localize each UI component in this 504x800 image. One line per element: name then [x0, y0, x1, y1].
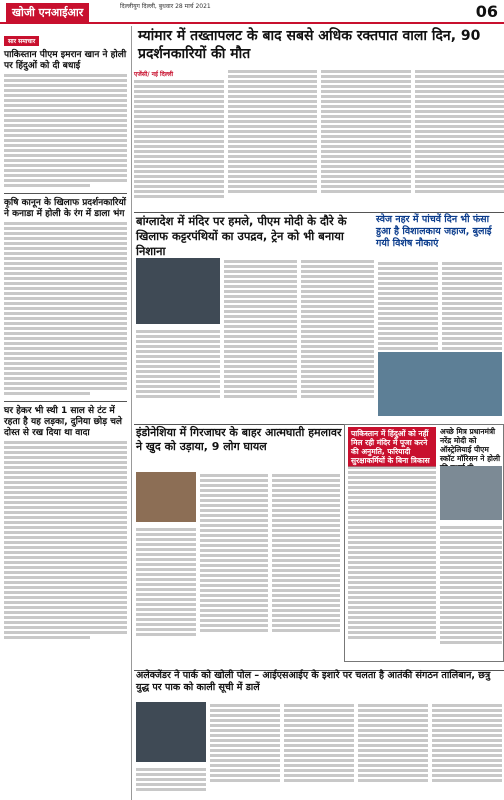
headline-indonesia: इंडोनेशिया में गिरजाघर के बाहर आत्मघाती हमलावर ने खुद को उड़ाया, 9 लोग घायल: [136, 426, 342, 453]
indonesia-photo: [136, 472, 196, 522]
myanmar-story: [134, 68, 504, 206]
byline: एजेंसी/ नई दिल्ली: [134, 71, 174, 78]
bangladesh-story: [224, 258, 374, 418]
section-kicker: सार समाचार: [4, 36, 39, 46]
story1-body: [4, 74, 127, 187]
headline-suez: स्वेज नहर में पांचवें दिन भी फंसा हुआ है विशालकाय जहाज, बुलाई गयी विशेष नौकाएं: [376, 214, 492, 249]
australia-pm-photo: [440, 466, 502, 520]
myanmar-col-4: [415, 68, 504, 206]
page-number: 06: [475, 2, 498, 21]
story2-headline: कृषि कानून के खिलाफ प्रदर्शनकारियों ने कनाडा में होली के रंग में डाला भंग: [4, 198, 127, 219]
masthead: [0, 0, 504, 24]
story3-body: [4, 441, 127, 639]
story2-body: [4, 222, 127, 395]
main-area: [134, 26, 504, 800]
australia-story: [440, 524, 502, 660]
myanmar-col-1: [134, 68, 224, 206]
newspaper-logo: खोजी एनआईआर: [6, 3, 89, 22]
story1-headline: पाकिस्तान पीएम इमरान खान ने होली पर हिंदुओं को दी बधाई: [4, 50, 127, 71]
headline-myanmar: म्यांमार में तख्तापलट के बाद सबसे अधिक रक्तपात वाला दिन, 90 प्रदर्शनकारियों की मौत: [138, 28, 481, 62]
left-column: [0, 26, 132, 800]
taliban-story-lower: [136, 766, 206, 798]
suez-story: [378, 260, 502, 350]
story3-headline: घर हेकर भी स्थी 1 साल से टंट में रहता है यह लड़का, दुनिया छोड़ चले दोस्त से रख दिया था वादा: [4, 406, 123, 438]
indonesia-story-lower: [136, 526, 196, 662]
headline-pakistan: पाकिस्तान में हिंदुओं को नहीं मिल रही मंदिर में पूजा करने की अनुमति, फरियादी सुरक्षाकर्मियों के बिना त्रिकास: [348, 427, 436, 467]
headline-bangladesh: बांग्लादेश में मंदिर पर हमले, पीएम मोदी के दौरे के खिलाफ कट्टरपंथियों का उपद्रव, ट्रेन को भी बनाया निशाना: [136, 214, 347, 258]
myanmar-col-2: [228, 68, 318, 206]
headline-taliban: अलेक्जेंडर ने पार्क को खोली पोल – आईएसआईए के इशारे पर चलता है आतंकी संगठन तालिबान, छत्रु युद्ध पर पाक को काली सूची में डालें: [136, 670, 491, 693]
taliban-story: [210, 702, 502, 798]
taliban-photo: [136, 702, 206, 762]
bangladesh-story-lower: [136, 328, 220, 418]
bangladesh-photo: [136, 258, 220, 324]
pakistan-story: [348, 464, 436, 660]
edition-line: दिल्लीयुग दिल्ली, बुधवार 28 मार्च 2021: [120, 3, 211, 10]
suez-ship-photo: [378, 352, 502, 416]
headline-australia: अच्छे मित्र प्रधानमंत्री नरेंद्र मोदी को ऑस्ट्रेलियाई पीएम स्कॉट मॉरिसन ने होली: [440, 427, 501, 463]
indonesia-story: [200, 472, 340, 662]
myanmar-col-3: [321, 68, 411, 206]
